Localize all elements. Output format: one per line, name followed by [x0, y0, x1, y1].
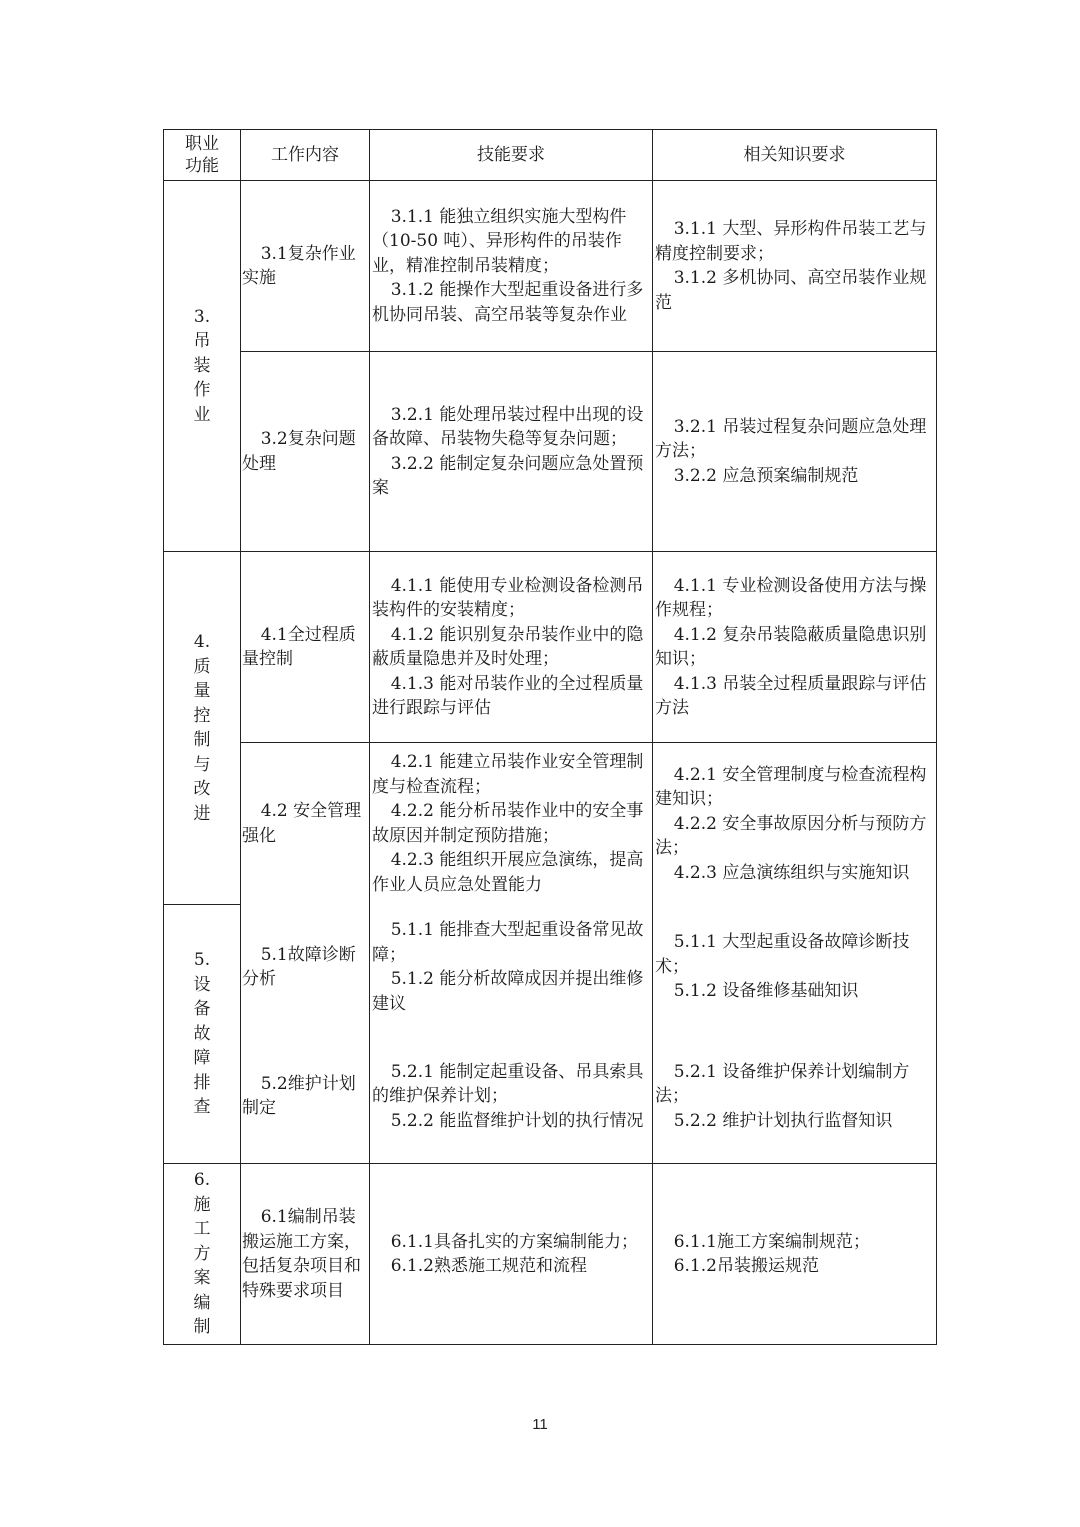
- work-content-text: 3.1复杂作业实施: [242, 243, 356, 288]
- knowledge-item: 4.1.2 复杂吊装隐蔽质量隐患识别知识；: [655, 624, 927, 669]
- function-label-3: 3. 吊 装 作 业: [193, 306, 211, 425]
- header-function: [164, 130, 241, 181]
- function-label-5: 5. 设 备 故 障 排 查: [193, 950, 211, 1118]
- skill-item: 6.1.2熟悉施工规范和流程: [390, 1256, 587, 1276]
- knowledge-cell: [653, 552, 937, 743]
- knowledge-cell: [653, 1164, 937, 1345]
- skill-item: 5.1.1 能排查大型起重设备常见故障；: [372, 920, 644, 965]
- skill-item: 5.2.1 能制定起重设备、吊具索具的维护保养计划；: [372, 1061, 644, 1106]
- knowledge-cell: [653, 905, 937, 1030]
- skill-item: 4.1.3 能对吊装作业的全过程质量进行跟踪与评估: [372, 673, 644, 718]
- page-number: 11: [532, 1416, 548, 1433]
- header-function-label: 职业 功能: [185, 134, 219, 176]
- knowledge-item: 4.2.3 应急演练组织与实施知识: [673, 862, 910, 883]
- knowledge-cell: [653, 181, 937, 352]
- skill-item: 3.1.1 能独立组织实施大型构件（10-50 吨）、异形构件的吊装作业，精准控制吊装精度；: [372, 206, 627, 276]
- skill-item: 3.2.1 能处理吊装过程中出现的设备故障、吊装物失稳等复杂问题；: [372, 404, 644, 449]
- skill-cell: [370, 1030, 653, 1164]
- header-knowledge-requirements: 相关知识要求: [653, 130, 937, 181]
- table-row: [164, 1030, 937, 1164]
- skill-item: 4.1.2 能识别复杂吊装作业中的隐蔽质量隐患并及时处理；: [372, 624, 644, 669]
- knowledge-item: 3.1.2 多机协同、高空吊装作业规范: [655, 268, 927, 313]
- skill-cell: [370, 905, 653, 1030]
- function-label-6: 6. 施 工 方 案 编 制: [193, 1170, 211, 1338]
- skill-item: 4.1.1 能使用专业检测设备检测吊装构件的安装精度；: [372, 575, 644, 620]
- header-skill-requirements: 技能要求: [370, 130, 653, 181]
- knowledge-item: 6.1.1施工方案编制规范；: [673, 1231, 870, 1252]
- work-content-cell: [241, 181, 370, 352]
- work-content-cell: [241, 905, 370, 1030]
- work-content-text: 5.1故障诊断分析: [242, 944, 356, 989]
- skill-cell: [370, 1164, 653, 1345]
- skill-item: 3.2.2 能制定复杂问题应急处置预案: [372, 453, 644, 498]
- skill-cell: [370, 352, 653, 552]
- competency-table: [163, 129, 937, 1345]
- function-cell-4: [164, 552, 241, 905]
- knowledge-item: 3.2.2 应急预案编制规范: [673, 465, 859, 486]
- knowledge-item: 3.2.1 吊装过程复杂问题应急处理方法；: [655, 416, 927, 462]
- function-cell-5: [164, 905, 241, 1164]
- skill-cell: [370, 743, 653, 905]
- function-cell-3: [164, 181, 241, 552]
- function-label-4: 4. 质 量 控 制 与 改 进: [193, 632, 211, 824]
- knowledge-cell: [653, 352, 937, 552]
- skill-item: 4.2.3 能组织开展应急演练，提高作业人员应急处置能力: [372, 850, 644, 895]
- skill-item: 4.2.2 能分析吊装作业中的安全事故原因并制定预防措施；: [372, 801, 644, 846]
- table-row: [164, 743, 937, 905]
- table-row: [164, 1164, 937, 1345]
- skill-item: 3.1.2 能操作大型起重设备进行多机协同吊装、高空吊装等复杂作业: [372, 280, 644, 325]
- work-content-cell: [241, 552, 370, 743]
- work-content-text: 4.2 安全管理强化: [242, 801, 362, 846]
- table-row: [164, 352, 937, 552]
- knowledge-item: 5.1.2 设备维修基础知识: [673, 981, 859, 1002]
- work-content-text: 6.1编制吊装搬运施工方案，包括复杂项目和特殊要求项目: [242, 1207, 361, 1301]
- work-content-cell: [241, 743, 370, 905]
- knowledge-item: 4.2.2 安全事故原因分析与预防方法；: [655, 813, 927, 858]
- skill-cell: [370, 181, 653, 352]
- knowledge-item: 4.2.1 安全管理制度与检查流程构建知识；: [655, 764, 927, 809]
- knowledge-item: 6.1.2吊装搬运规范: [673, 1256, 819, 1276]
- knowledge-item: 5.2.2 维护计划执行监督知识: [673, 1110, 893, 1131]
- knowledge-item: 4.1.3 吊装全过程质量跟踪与评估方法: [655, 673, 927, 718]
- skill-item: 5.2.2 能监督维护计划的执行情况: [390, 1110, 644, 1131]
- header-work-content: 工作内容: [241, 130, 370, 181]
- knowledge-item: 5.2.1 设备维护保养计划编制方法；: [655, 1061, 910, 1106]
- knowledge-cell: [653, 743, 937, 905]
- competency-table-container: [163, 129, 936, 1345]
- table-row: [164, 905, 937, 1030]
- skill-item: 6.1.1具备扎实的方案编制能力；: [390, 1231, 638, 1252]
- skill-cell: [370, 552, 653, 743]
- work-content-cell: [241, 352, 370, 552]
- function-cell-6: [164, 1164, 241, 1345]
- header-row: [164, 130, 937, 181]
- work-content-text: 5.2维护计划制定: [242, 1073, 356, 1119]
- knowledge-item: 5.1.1 大型起重设备故障诊断技术；: [655, 932, 910, 977]
- table-row: [164, 181, 937, 352]
- knowledge-item: 3.1.1 大型、异形构件吊装工艺与精度控制要求；: [655, 219, 927, 264]
- work-content-text: 3.2复杂问题处理: [242, 429, 356, 474]
- knowledge-item: 4.1.1 专业检测设备使用方法与操作规程；: [655, 575, 927, 620]
- skill-item: 4.2.1 能建立吊装作业安全管理制度与检查流程；: [372, 752, 644, 797]
- work-content-cell: [241, 1164, 370, 1345]
- knowledge-cell: [653, 1030, 937, 1164]
- table-row: [164, 552, 937, 743]
- work-content-text: 4.1全过程质量控制: [242, 624, 356, 669]
- skill-item: 5.1.2 能分析故障成因并提出维修建议: [372, 969, 644, 1014]
- work-content-cell: [241, 1030, 370, 1164]
